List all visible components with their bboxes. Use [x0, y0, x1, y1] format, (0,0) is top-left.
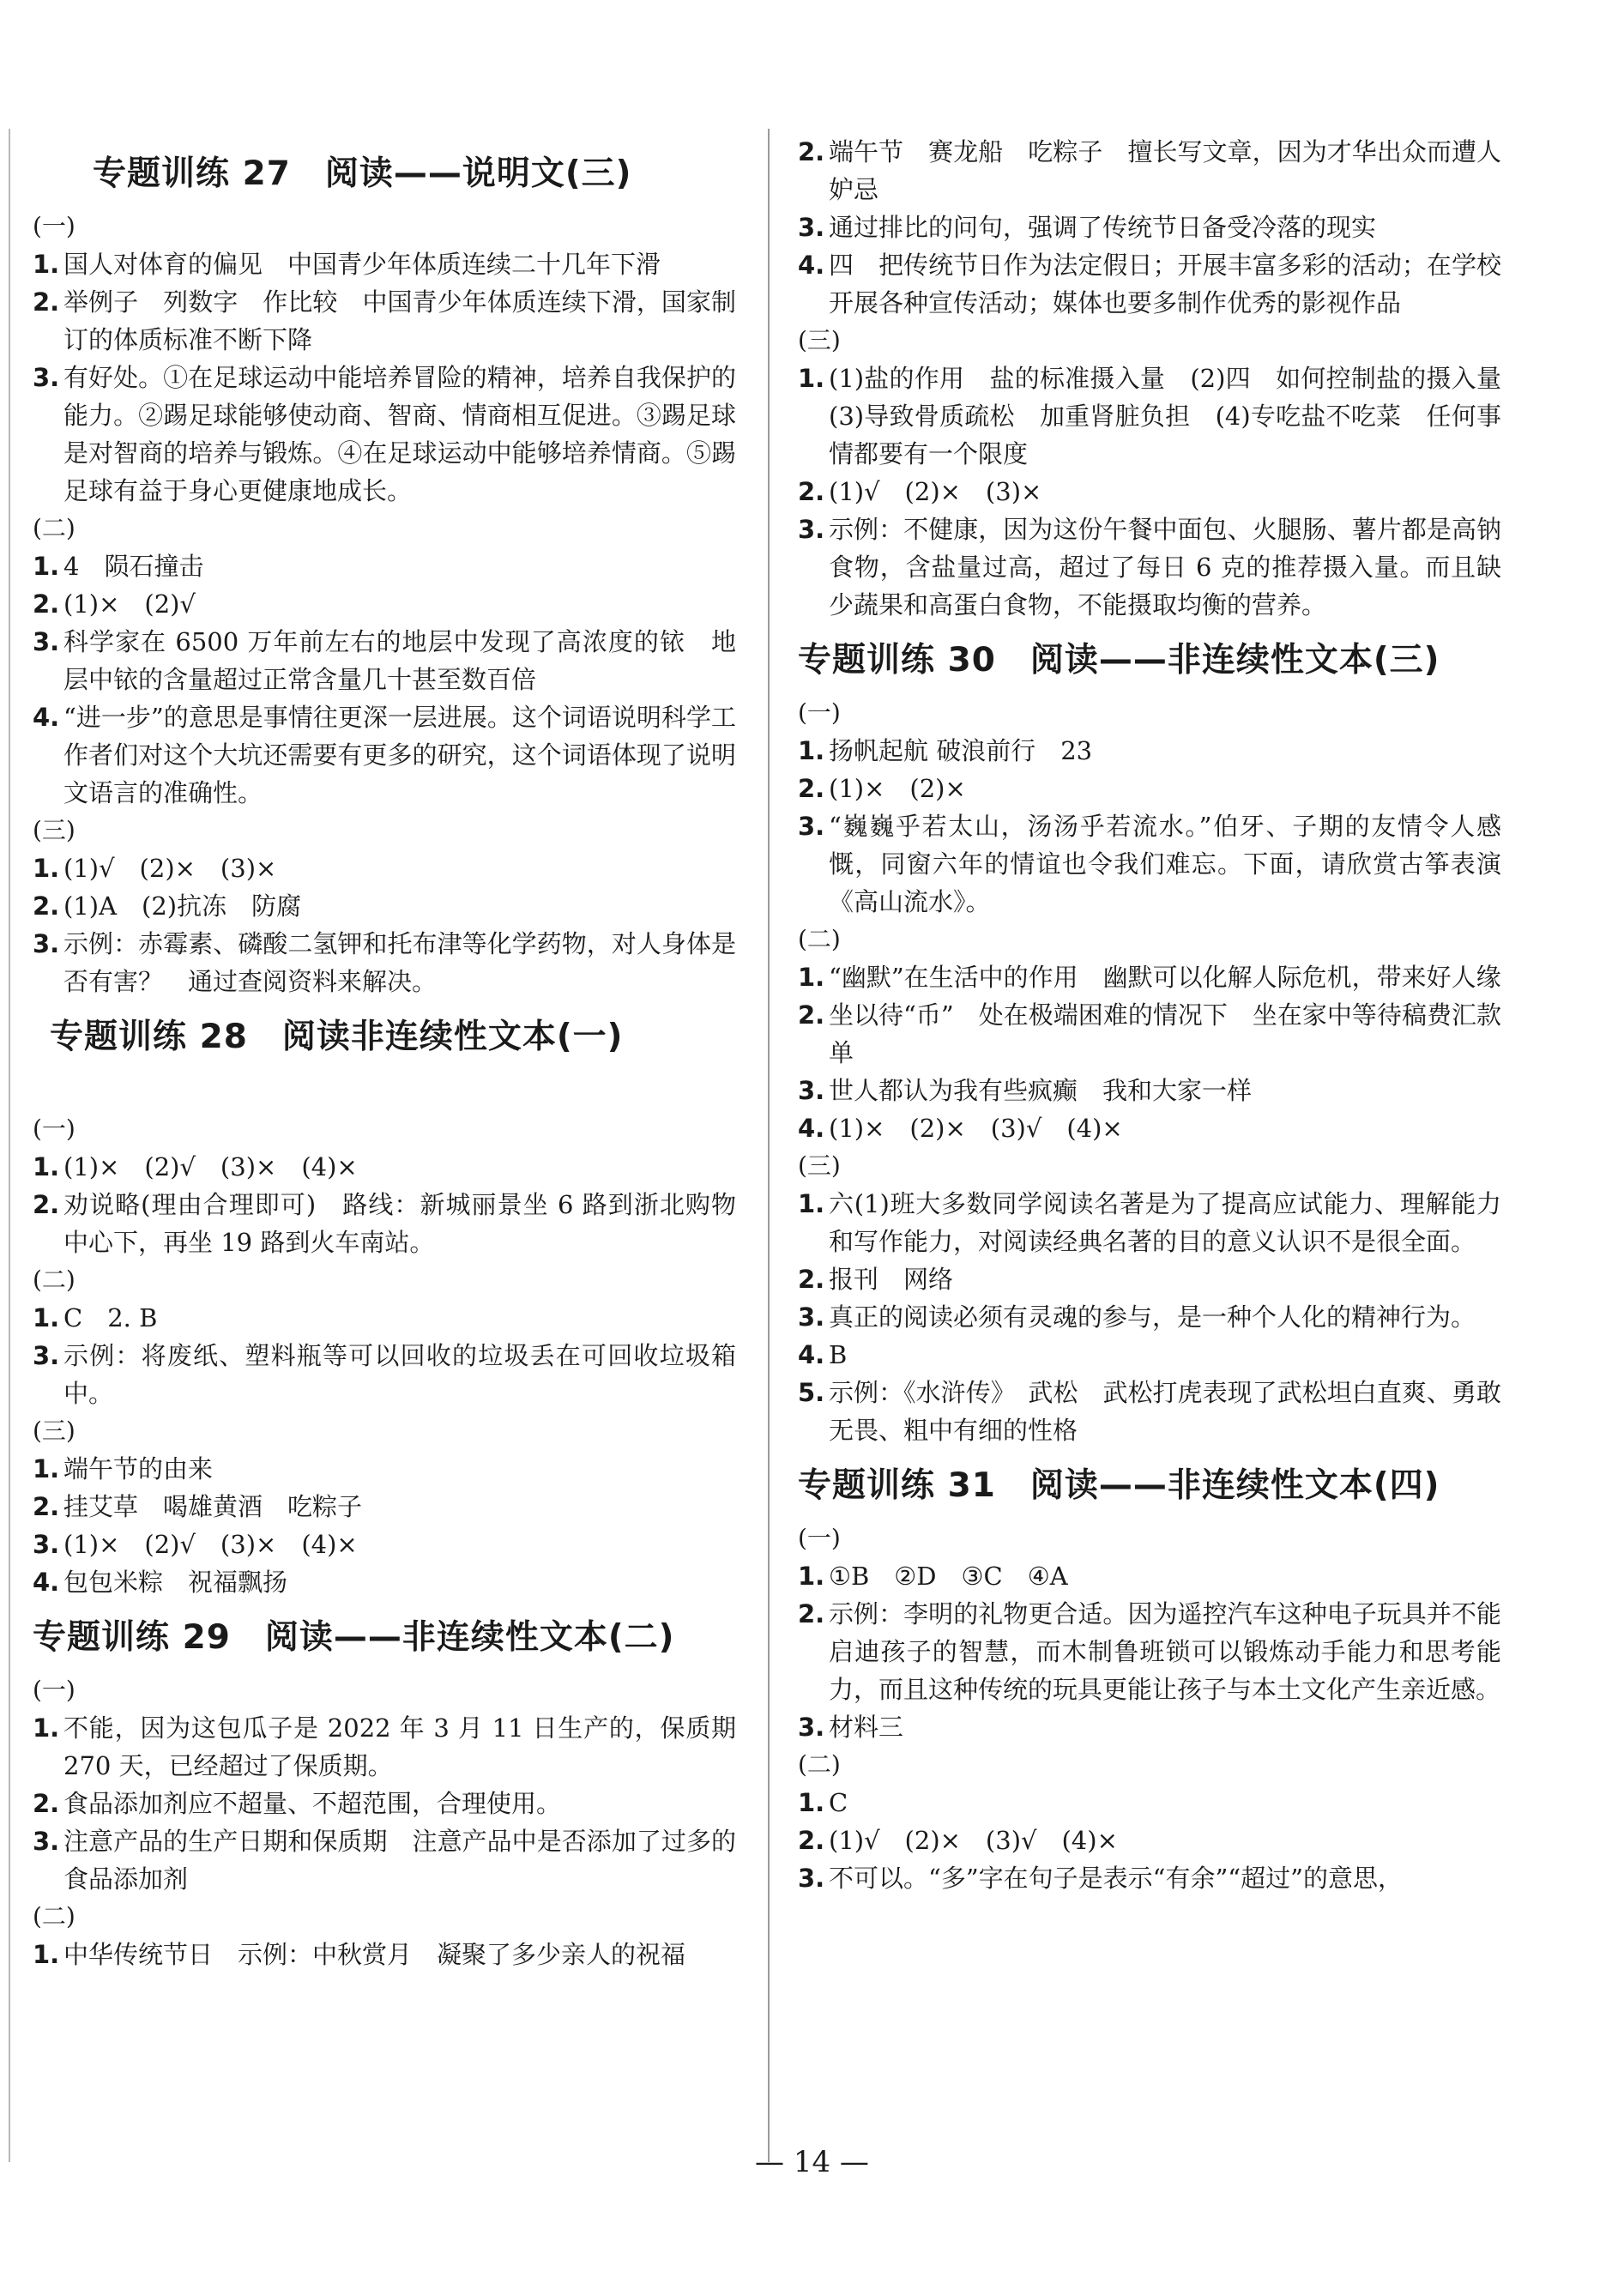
answer-item: [33, 1299, 736, 1337]
answer-item: [798, 732, 1501, 770]
answer-number: 2.: [33, 287, 60, 317]
answer-text: 示例：李明的礼物更合适。因为遥控汽车这种电子玩具并不能启迪孩子的智慧，而木制鲁班锁可以锻炼动手能力和思考能力，而且这种传统的玩具更能让孩子与本土文化产生亲近感。: [829, 1599, 1501, 1704]
answer-item: [798, 770, 1501, 807]
answer-text: 四 把传统节日作为法定假日；开展丰富多彩的活动；在学校开展各种宣传活动；媒体也要多制作优秀的影视作品: [829, 251, 1501, 317]
answer-text: 世人都认为我有些疯癫 我和大家一样: [829, 1076, 1253, 1105]
answer-text: “进一步”的意思是事情往更深一层进展。这个词语说明科学工作者们对这个大坑还需要有更多的研究，这个词语体现了说明文语言的准确性。: [63, 703, 736, 807]
answer-number: 3.: [33, 627, 60, 656]
part-label: (三): [33, 816, 75, 844]
answer-item: [798, 1298, 1501, 1336]
answer-number: 1.: [798, 1189, 825, 1218]
answer-text: 坐以待“币” 处在极端困难的情况下 坐在家中等待稿费汇款单: [829, 1000, 1501, 1067]
answer-text: 不可以。“多”字在句子是表示“有余”“超过”的意思，: [829, 1864, 1403, 1893]
answer-item: [798, 246, 1501, 322]
answer-number: 5.: [798, 1378, 825, 1407]
answer-text: 端午节的由来: [63, 1454, 214, 1483]
part-label: (一): [33, 212, 75, 240]
answer-text: 六(1)班大多数同学阅读名著是为了提高应试能力、理解能力和写作能力，对阅读经典名著的目的意义认识不是很全面。: [829, 1189, 1501, 1256]
answer-text: C: [829, 1788, 848, 1817]
part-label: (一): [798, 698, 841, 727]
answer-text: 劝说略(理由合理即可) 路线：新城丽景坐 6 路到浙北购物中心下，再坐 19 路到火车南站。: [63, 1190, 736, 1257]
answer-item: [33, 1822, 736, 1898]
answer-item: [798, 1336, 1501, 1374]
answer-number: 3.: [33, 1827, 60, 1856]
answer-text: (1)× (2)√: [63, 589, 196, 619]
answer-number: 2.: [798, 1000, 825, 1030]
answer-number: 3.: [798, 812, 825, 841]
answer-text: 示例：赤霉素、磷酸二氢钾和托布津等化学药物，对人身体是否有害？ 通过查阅资料来解决。: [63, 929, 736, 996]
part-label: (二): [33, 514, 75, 542]
answer-number: 2.: [798, 774, 825, 803]
answer-text: 国人对体育的偏见 中国青少年体质连续二十几年下滑: [63, 250, 661, 279]
answer-text: 扬帆起航 破浪前行 23: [829, 736, 1093, 765]
answer-item: [798, 1784, 1501, 1822]
answer-item: [33, 283, 736, 359]
spacer: [33, 1071, 736, 1110]
answer-text: 示例：不健康，因为这份午餐中面包、火腿肠、薯片都是高钠食物，含盐量过高，超过了每日 6 克的推荐摄入量。而且缺少蔬果和高蛋白食物，不能摄取均衡的营养。: [829, 515, 1501, 619]
answer-number: 1.: [33, 552, 60, 581]
answer-number: 1.: [798, 1562, 825, 1591]
answer-item: [33, 623, 736, 698]
answer-text: 材料三: [829, 1713, 904, 1742]
answer-item: [798, 1822, 1501, 1859]
answer-text: 示例：《水浒传》 武松 武松打虎表现了武松坦白直爽、勇敢无畏、粗中有细的性格: [829, 1378, 1501, 1445]
answer-item: [798, 473, 1501, 511]
answer-number: 4.: [33, 703, 60, 732]
answer-item: [33, 925, 736, 1000]
section-heading: 专题训练 27 阅读——说明文(三): [93, 154, 632, 193]
part-label: (二): [798, 925, 841, 953]
answer-number: 3.: [33, 1530, 60, 1559]
answer-text: (1)盐的作用 盐的标准摄入量 (2)四 如何控制盐的摄入量 (3)导致骨质疏松 加重肾脏负担 (4)专吃盐不吃菜 任何事情都要有一个限度: [829, 364, 1527, 468]
answer-item: [798, 807, 1501, 921]
part-label: (二): [33, 1266, 75, 1294]
answer-text: (1)A (2)抗冻 防腐: [63, 891, 302, 921]
answer-number: 3.: [33, 929, 60, 958]
answer-item: [798, 1072, 1501, 1109]
answer-number: 4.: [798, 1114, 825, 1143]
answer-text: 举例子 列数字 作比较 中国青少年体质连续下滑，国家制订的体质标准不断下降: [63, 287, 736, 354]
answer-item: [798, 133, 1501, 208]
answer-text: 食品添加剂应不超量、不超范围，合理使用。: [63, 1789, 562, 1818]
answer-item: [33, 1148, 736, 1186]
part-label: (一): [33, 1676, 75, 1704]
answer-number: 2.: [33, 1190, 60, 1219]
answer-number: 2.: [33, 1492, 60, 1521]
answer-item: [33, 887, 736, 925]
answer-text: “巍巍乎若太山，汤汤乎若流水。”伯牙、子期的友情令人感慨，同窗六年的情谊也令我们难忘。下面，请欣赏古筝表演《高山流水》。: [829, 812, 1501, 916]
answer-text: 注意产品的生产日期和保质期 注意产品中是否添加了过多的食品添加剂: [63, 1827, 736, 1894]
answer-text: 真正的阅读必须有灵魂的参与，是一种个人化的精神行为。: [829, 1302, 1476, 1332]
answer-number: 2.: [33, 1789, 60, 1818]
answer-text: 包包米粽 祝福飘扬: [63, 1568, 288, 1597]
answer-item: [33, 1785, 736, 1822]
page-number: — 14 —: [755, 2145, 869, 2179]
answer-item: [798, 1374, 1501, 1449]
answer-number: 2.: [798, 477, 825, 506]
part-label: (二): [33, 1902, 75, 1931]
answer-number: 3.: [33, 363, 60, 392]
answer-number: 1.: [798, 1788, 825, 1817]
answer-item: [798, 958, 1501, 996]
answer-item: [798, 1708, 1501, 1746]
answer-number: 2.: [798, 1599, 825, 1628]
answer-item: [33, 1450, 736, 1488]
answer-number: 1.: [798, 736, 825, 765]
answer-text: (1)√ (2)× (3)√ (4)×: [829, 1826, 1118, 1855]
answer-item: [33, 1709, 736, 1785]
answer-number: 1.: [33, 1152, 60, 1181]
answer-item: [798, 511, 1501, 624]
section-heading: 专题训练 30 阅读——非连续性文本(三): [798, 641, 1440, 680]
answer-number: 4.: [798, 251, 825, 280]
answer-number: 1.: [33, 854, 60, 883]
answer-item: [798, 1260, 1501, 1298]
answer-item: [33, 245, 736, 283]
answer-item: [798, 1109, 1501, 1147]
part-label: (三): [798, 1151, 841, 1180]
column-divider: [768, 129, 770, 2162]
answer-text: 挂艾草 喝雄黄酒 吃粽子: [63, 1492, 363, 1521]
answer-text: (1)× (2)×: [829, 774, 966, 803]
answer-number: 1.: [33, 1940, 60, 1969]
answer-text: (1)√ (2)× (3)×: [829, 477, 1042, 506]
answer-item: [33, 1337, 736, 1412]
section-heading: 专题训练 31 阅读——非连续性文本(四): [798, 1466, 1440, 1505]
part-label: (三): [798, 326, 841, 354]
answer-text: (1)× (2)√ (3)× (4)×: [63, 1530, 358, 1559]
answer-item: [33, 547, 736, 585]
answer-item: [33, 1186, 736, 1261]
answer-text: (1)× (2)× (3)√ (4)×: [829, 1114, 1123, 1143]
answer-number: 3.: [798, 213, 825, 242]
answer-item: [798, 1595, 1501, 1708]
answer-text: 中华传统节日 示例：中秋赏月 凝聚了多少亲人的祝福: [63, 1940, 686, 1969]
answer-number: 3.: [798, 1076, 825, 1105]
answer-text: 报刊 网络: [829, 1265, 954, 1294]
answer-item: [33, 359, 736, 510]
answer-item: [33, 849, 736, 887]
answer-number: 3.: [798, 1302, 825, 1332]
answer-text: 4 陨石撞击: [63, 552, 204, 581]
answer-item: [798, 1557, 1501, 1595]
answer-number: 3.: [798, 1713, 825, 1742]
answer-item: [798, 1859, 1501, 1897]
right-column: [798, 133, 1527, 1897]
answer-text: 示例：将废纸、塑料瓶等可以回收的垃圾丢在可回收垃圾箱中。: [63, 1341, 736, 1408]
answer-item: [33, 1936, 736, 1973]
section-heading: 专题训练 29 阅读——非连续性文本(二): [33, 1618, 675, 1657]
answer-text: 科学家在 6500 万年前左右的地层中发现了高浓度的铱 地层中铱的含量超过正常含量几十甚至数百倍: [63, 627, 736, 694]
answer-number: 3.: [798, 515, 825, 544]
answer-number: 4.: [798, 1340, 825, 1369]
answer-number: 3.: [798, 1864, 825, 1893]
answer-text: ①B ②D ③C ④A: [829, 1562, 1068, 1591]
answer-item: [33, 698, 736, 812]
answer-item: [798, 996, 1501, 1072]
answer-text: C 2. B: [63, 1303, 158, 1332]
answer-number: 2.: [33, 589, 60, 619]
section-heading: 专题训练 28 阅读非连续性文本(一): [50, 1018, 624, 1056]
part-label: (三): [33, 1417, 75, 1445]
page-edge-rule: [9, 129, 10, 2162]
answer-number: 1.: [798, 963, 825, 992]
answer-number: 1.: [798, 364, 825, 393]
part-label: (一): [798, 1524, 841, 1552]
answer-text: B: [829, 1340, 848, 1369]
answer-text: 通过排比的问句，强调了传统节日备受冷落的现实: [829, 213, 1377, 242]
answer-number: 1.: [33, 1454, 60, 1483]
answer-item: [33, 1563, 736, 1601]
answer-text: (1)× (2)√ (3)× (4)×: [63, 1152, 358, 1181]
left-column: [33, 137, 736, 1973]
part-label: (一): [33, 1115, 75, 1143]
answer-text: 有好处。①在足球运动中能培养冒险的精神，培养自我保护的能力。②踢足球能够使动商、智商、情商相互促进。③踢足球是对智商的培养与锻炼。④在足球运动中能够培养情商。⑤踢足球有益于身心更健康地成长。: [63, 363, 736, 505]
answer-text: 端午节 赛龙船 吃粽子 擅长写文章，因为才华出众而遭人妒忌: [829, 137, 1501, 204]
answer-item: [798, 360, 1527, 473]
answer-text: “幽默”在生活中的作用 幽默可以化解人际危机，带来好人缘: [829, 963, 1501, 992]
answer-item: [33, 1488, 736, 1526]
answer-number: 1.: [33, 1303, 60, 1332]
answer-number: 1.: [33, 250, 60, 279]
answer-number: 1.: [33, 1713, 60, 1743]
answer-number: 4.: [33, 1568, 60, 1597]
answer-number: 3.: [33, 1341, 60, 1370]
answer-item: [33, 1526, 736, 1563]
answer-text: 不能，因为这包瓜子是 2022 年 3 月 11 日生产的，保质期 270 天，已经超过了保质期。: [63, 1713, 736, 1780]
part-label: (二): [798, 1750, 841, 1779]
answer-number: 2.: [798, 137, 825, 166]
answer-item: [798, 208, 1501, 246]
answer-number: 2.: [33, 891, 60, 921]
answer-number: 2.: [798, 1826, 825, 1855]
answer-item: [33, 585, 736, 623]
answer-text: (1)√ (2)× (3)×: [63, 854, 277, 883]
answer-number: 2.: [798, 1265, 825, 1294]
answer-item: [798, 1185, 1501, 1260]
